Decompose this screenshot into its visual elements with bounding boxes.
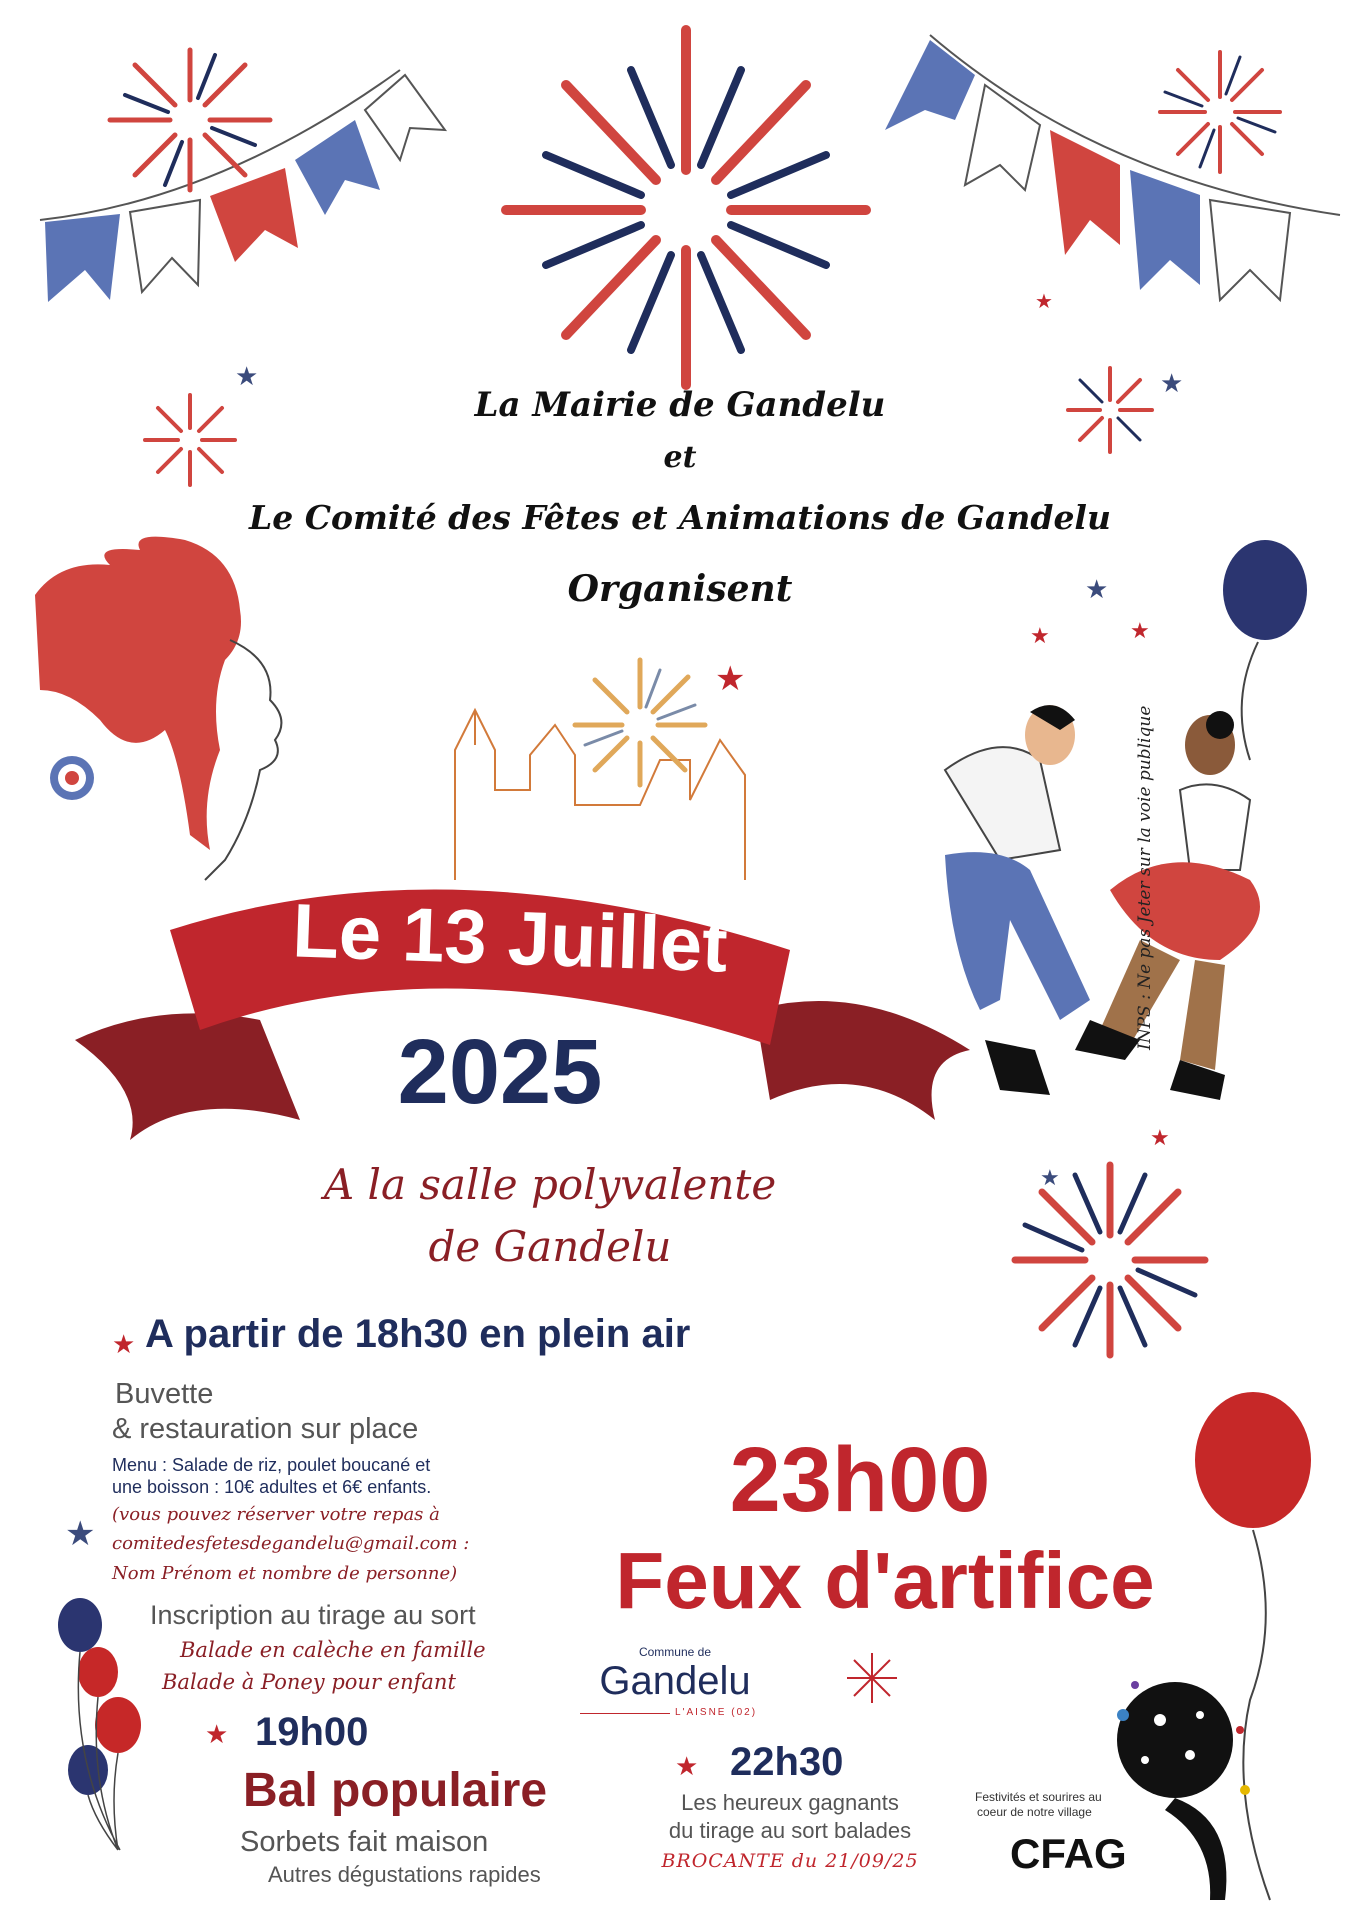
banner-year: 2025 <box>397 1021 603 1123</box>
line-2230-2: du tirage au sort balades <box>668 1818 912 1843</box>
line-1900-2: Autres dégustations rapides <box>268 1862 541 1887</box>
commune-logo-small: Commune de <box>638 1645 712 1659</box>
firework-left-small <box>145 395 235 485</box>
line-2230-1: Les heureux gagnants <box>681 1790 899 1815</box>
svg-text:★: ★ <box>235 362 259 392</box>
reserve-email: comitedesfetesdegandelu@gmail.com : <box>112 1533 470 1554</box>
time-1900: 19h00 <box>255 1710 369 1754</box>
svg-text:★: ★ <box>1035 289 1053 313</box>
firework-topleft <box>110 50 270 190</box>
organizer-line-1: La Mairie de Gandelu <box>474 385 886 425</box>
line-2230-3: BROCANTE du 21/09/25 <box>661 1850 919 1872</box>
balloons-left <box>58 1598 141 1850</box>
star-bullet-1900: ★ <box>205 1720 229 1750</box>
commune-logo <box>580 1645 770 1725</box>
tirage-item-1: Balade en calèche en famille <box>180 1638 486 1662</box>
banner-date: Le 13 Juillet <box>291 888 729 989</box>
star-bullet-1830: ★ <box>112 1330 136 1360</box>
title-2300: Feux d'artifice <box>615 1536 1155 1625</box>
firework-center <box>506 30 866 385</box>
svg-text:★: ★ <box>65 1514 96 1554</box>
svg-text:★: ★ <box>1030 624 1050 649</box>
commune-logo-rule <box>580 1713 670 1714</box>
menu-line-2: une boisson : 10€ adultes et 6€ enfants. <box>112 1477 432 1497</box>
svg-text:★: ★ <box>1040 1166 1060 1191</box>
time-2230: 22h30 <box>730 1740 844 1784</box>
cfag-tagline-2: coeur de notre village <box>977 1805 1092 1819</box>
organizer-line-2: et <box>663 440 697 475</box>
time-2300: 23h00 <box>729 1429 991 1531</box>
cfag-logo-graphic <box>1115 1670 1255 1910</box>
cfag-tagline-1: Festivités et sourires au <box>975 1790 1102 1804</box>
cfag-logo <box>975 1670 1275 1910</box>
bunting-left <box>40 70 445 302</box>
star-bullet-2230: ★ <box>675 1752 699 1782</box>
heading-1830: A partir de 18h30 en plein air <box>145 1312 691 1356</box>
bunting-right <box>885 35 1340 300</box>
menu-line-1: Menu : Salade de riz, poulet boucané et <box>112 1455 431 1475</box>
firework-right-large <box>1015 1165 1205 1355</box>
organizer-line-3: Le Comité des Fêtes et Animations de Gandelu <box>249 498 1111 537</box>
svg-text:★: ★ <box>1160 369 1184 399</box>
organizer-line-4: Organisent <box>567 568 793 610</box>
venue-line-2: de Gandelu <box>428 1222 672 1271</box>
svg-text:★: ★ <box>1150 1126 1170 1151</box>
recycle-note: INPS : Ne pas Jeter sur la voie publique <box>1135 705 1155 1050</box>
title-1900: Bal populaire <box>243 1764 548 1817</box>
firework-mini <box>847 1653 897 1703</box>
reserve-line-3: Nom Prénom et nombre de personne) <box>112 1563 458 1584</box>
tirage-item-2: Balade à Poney pour enfant <box>162 1670 456 1694</box>
marianne-illustration <box>35 537 281 880</box>
svg-text:★: ★ <box>1130 619 1150 644</box>
firework-right-small <box>1068 368 1152 452</box>
venue-line-1: A la salle polyvalente <box>323 1160 777 1209</box>
reserve-line-1: (vous pouvez réserver votre repas à <box>112 1504 440 1525</box>
buvette-text: Buvette <box>115 1378 214 1410</box>
cfag-name: CFAG <box>1010 1830 1127 1877</box>
firework-gold <box>575 660 705 785</box>
firework-topright <box>1160 52 1280 172</box>
balloon-navy <box>1223 540 1307 760</box>
restauration-text: & restauration sur place <box>112 1413 419 1445</box>
dancers-illustration <box>945 705 1260 1100</box>
commune-logo-name: Gandelu <box>599 1659 751 1703</box>
svg-text:★: ★ <box>1085 575 1109 605</box>
castle-illustration <box>455 710 745 880</box>
line-1900-1: Sorbets fait maison <box>240 1826 489 1858</box>
svg-text:★: ★ <box>715 659 746 699</box>
tirage-title: Inscription au tirage au sort <box>150 1600 476 1630</box>
commune-logo-sub: L'AISNE (02) <box>675 1707 758 1718</box>
